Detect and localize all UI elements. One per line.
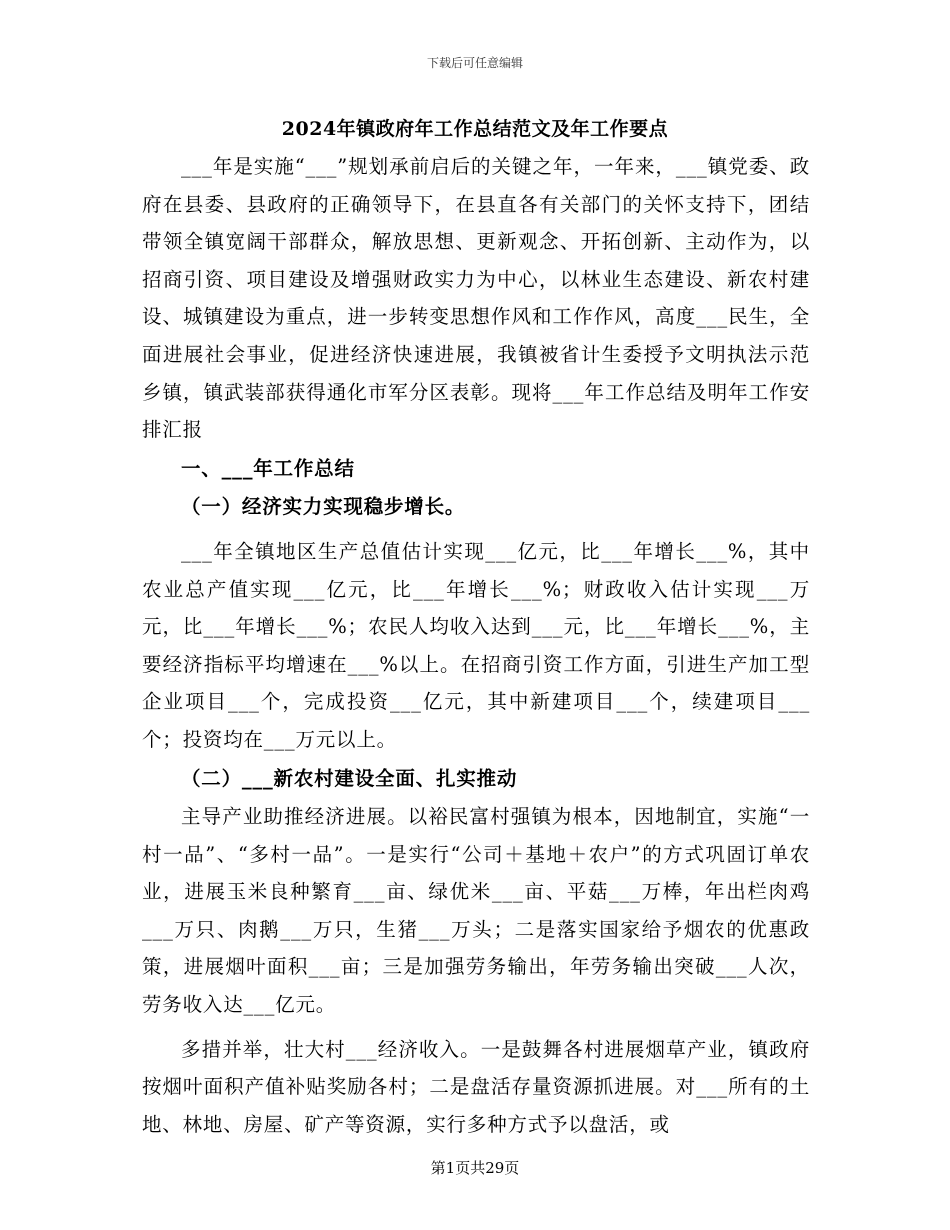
document-body bbox=[142, 148, 810, 1143]
section-heading-1: 一、___年工作总结 bbox=[181, 456, 355, 480]
subsection-heading-2: （二）___新农村建设全面、扎实推动 bbox=[181, 766, 518, 790]
economy-paragraph: ___年全镇地区生产总值估计实现___亿元，比___年增长___%，其中农业总产值实现___亿元，比___年增长___%；财政收入估计实现___万元，比___年增长___%；农民人均收入达到___元，比___年增长___%，主要经济指标平均增速在___%以上。在招商引资工作方面，引进生产加工型企业项目___个，完成投资___亿元，其中新建项目___个，续建项目___个；投资均在___万元以上。 bbox=[142, 539, 810, 751]
document-title: 2024年镇政府年工作总结范文及年工作要点 bbox=[281, 118, 669, 140]
page-header: 下载后可任意编辑 bbox=[426, 56, 523, 70]
industry-paragraph: 主导产业助推经济进展。以裕民富村强镇为根本，因地制宜，实施“一村一品”、“多村一品”。一是实行“公司＋基地＋农户”的方式巩固订单农业，进展玉米良种繁育___亩、绿优米___亩、平菇___万棒，年出栏肉鸡___万只、肉鹅___万只，生猪___万头；二是落实国家给予烟农的优惠政策，进展烟叶面积___亩；三是加强劳务输出，年劳务输出突破___人次，劳务收入达___亿元。 bbox=[142, 805, 810, 1017]
page-footer: 第1页共29页 bbox=[430, 1159, 520, 1177]
village-income-paragraph: 多措并举，壮大村___经济收入。一是鼓舞各村进展烟草产业，镇政府按烟叶面积产值补贴奖励各村；二是盘活存量资源抓进展。对___所有的土地、林地、房屋、矿产等资源，实行多种方式予以盘活，或 bbox=[142, 1037, 810, 1136]
intro-paragraph: ___年是实施“___”规划承前启后的关键之年，一年来，___镇党委、政府在县委、县政府的正确领导下，在县直各有关部门的关怀支持下，团结带领全镇宽阔干部群众，解放思想、更新观念、开拓创新、主动作为，以招商引资、项目建设及增强财政实力为中心，以林业生态建设、新农村建设、城镇建设为重点，进一步转变思想作风和工作作风，高度___民生，全面进展社会事业，促进经济快速进展，我镇被省计生委授予文明执法示范乡镇，镇武装部获得通化市军分区表彰。现将___年工作总结及明年工作安排汇报 bbox=[142, 155, 810, 442]
subsection-heading-1: （一）经济实力实现稳步增长。 bbox=[181, 495, 466, 519]
